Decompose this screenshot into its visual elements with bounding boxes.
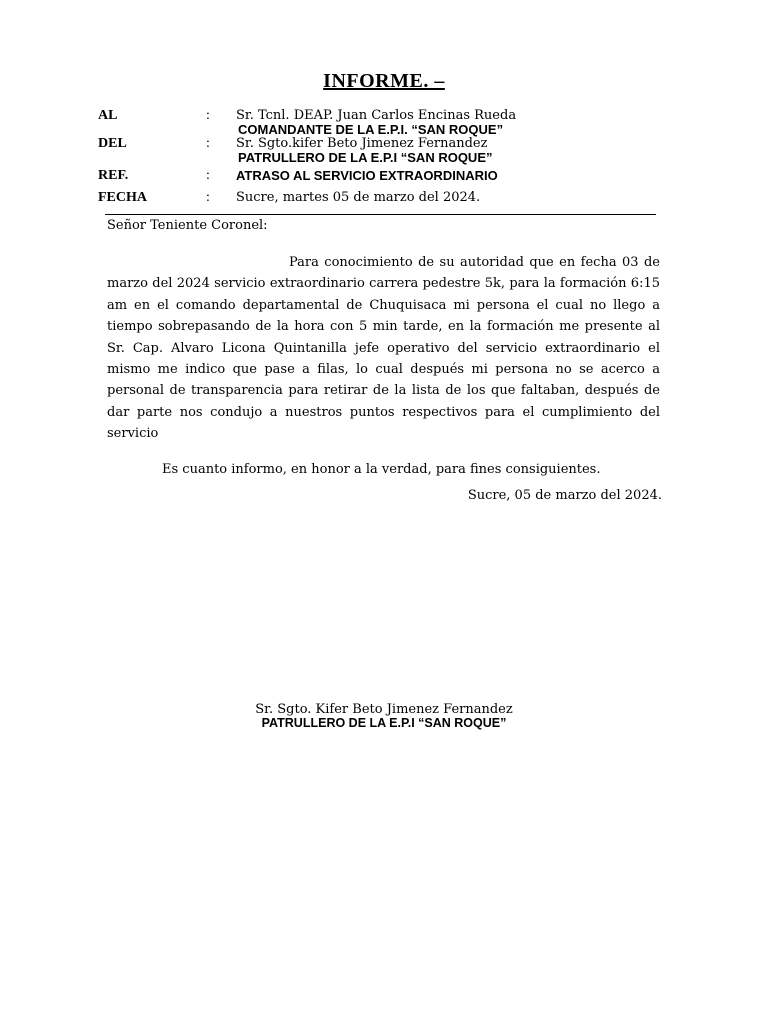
- header-subtitle-al: COMANDANTE DE LA E.P.I. “SAN ROQUE”: [238, 122, 504, 137]
- header-value-fecha: Sucre, martes 05 de marzo del 2024.: [236, 190, 481, 205]
- header-divider: [105, 214, 656, 215]
- signature-title: PATRULLERO DE LA E.P.I “SAN ROQUE”: [261, 716, 507, 730]
- body-paragraph: Para conocimiento de su autoridad que en fecha 03 de marzo del 2024 servicio extraordinario carrera pedestre 5k, para la formación 6:15 am en el comando departamental de Chuquisaca mi persona el cual no llego a tiempo sobrepasando de la hora con 5 min tarde, en la formación me presente al Sr. Cap. Alvaro Licona Quintanilla jefe operativo del servicio extraordinario el mismo me indico que pase a filas, lo cual después mi persona no se acerco a personal de transparencia para retirar de la lista de los que faltaban, después de dar parte nos condujo a nuestros puntos respectivos para el cumplimiento del servicio: [107, 255, 660, 442]
- header-value-ref: ATRASO AL SERVICIO EXTRAORDINARIO: [236, 168, 498, 183]
- header-label-al: AL: [98, 108, 118, 123]
- header-label-fecha: FECHA: [98, 190, 147, 205]
- header-colon: :: [206, 136, 210, 151]
- salutation: Señor Teniente Coronel:: [107, 218, 268, 233]
- header-value-al: Sr. Tcnl. DEAP. Juan Carlos Encinas Rueda: [236, 108, 517, 123]
- closing-line: Es cuanto informo, en honor a la verdad, para fines consiguientes.: [162, 462, 601, 477]
- header-value-del: Sr. Sgto.kifer Beto Jimenez Fernandez: [236, 136, 488, 151]
- signature-name: Sr. Sgto. Kifer Beto Jimenez Fernandez: [255, 702, 513, 717]
- header-colon: :: [206, 108, 210, 123]
- header-colon: :: [206, 168, 210, 183]
- document-title: INFORME. –: [323, 70, 445, 92]
- header-colon: :: [206, 190, 210, 205]
- header-label-ref: REF.: [98, 168, 129, 183]
- header-label-del: DEL: [98, 136, 127, 151]
- header-subtitle-del: PATRULLERO DE LA E.P.I “SAN ROQUE”: [238, 150, 493, 165]
- place-date: Sucre, 05 de marzo del 2024.: [467, 488, 662, 503]
